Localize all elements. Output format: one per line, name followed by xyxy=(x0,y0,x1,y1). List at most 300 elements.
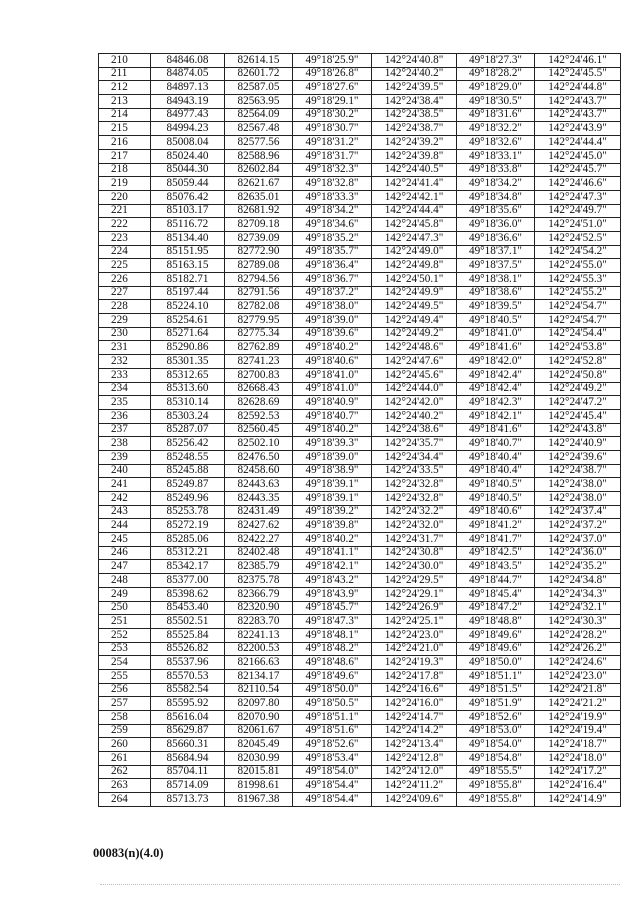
table-row xyxy=(99,396,621,410)
table-row xyxy=(99,314,621,328)
cell-longitude-1: 142°24'17.8" xyxy=(372,669,457,683)
cell-longitude-2: 142°24'50.8" xyxy=(535,368,621,382)
cell-y-coordinate: 82443.63 xyxy=(225,478,293,492)
cell-latitude-2: 49°18'48.8" xyxy=(457,615,535,629)
cell-longitude-1: 142°24'40.5" xyxy=(372,163,457,177)
cell-y-coordinate: 82668.43 xyxy=(225,382,293,396)
cell-longitude-1: 142°24'41.4" xyxy=(372,177,457,191)
table-row xyxy=(99,724,621,738)
cell-latitude-1: 49°18'32.3" xyxy=(293,163,372,177)
cell-latitude-2: 49°18'31.6" xyxy=(457,108,535,122)
cell-x-coordinate: 84897.13 xyxy=(151,81,225,95)
cell-longitude-2: 142°24'19.4" xyxy=(535,724,621,738)
cell-point-number: 214 xyxy=(99,108,151,122)
cell-longitude-1: 142°24'19.3" xyxy=(372,656,457,670)
cell-x-coordinate: 85182.71 xyxy=(151,273,225,287)
cell-x-coordinate: 85290.86 xyxy=(151,341,225,355)
cell-latitude-1: 49°18'38.9" xyxy=(293,464,372,478)
cell-latitude-2: 49°18'54.8" xyxy=(457,752,535,766)
cell-x-coordinate: 85076.42 xyxy=(151,190,225,204)
cell-longitude-2: 142°24'54.7" xyxy=(535,314,621,328)
cell-longitude-2: 142°24'55.2" xyxy=(535,286,621,300)
table-row xyxy=(99,574,621,588)
cell-point-number: 212 xyxy=(99,81,151,95)
cell-longitude-1: 142°24'14.2" xyxy=(372,724,457,738)
cell-x-coordinate: 85103.17 xyxy=(151,204,225,218)
cell-latitude-1: 49°18'36.7" xyxy=(293,273,372,287)
table-row xyxy=(99,615,621,629)
cell-longitude-1: 142°24'38.5" xyxy=(372,108,457,122)
cell-x-coordinate: 85271.64 xyxy=(151,327,225,341)
cell-y-coordinate: 82427.62 xyxy=(225,519,293,533)
cell-point-number: 223 xyxy=(99,231,151,245)
table-row xyxy=(99,190,621,204)
document-code: 00083(n)(4.0) xyxy=(93,846,164,860)
cell-latitude-2: 49°18'28.2" xyxy=(457,67,535,81)
cell-longitude-1: 142°24'16.0" xyxy=(372,697,457,711)
cell-point-number: 245 xyxy=(99,533,151,547)
cell-latitude-2: 49°18'34.8" xyxy=(457,190,535,204)
cell-x-coordinate: 85249.96 xyxy=(151,492,225,506)
cell-point-number: 249 xyxy=(99,587,151,601)
cell-y-coordinate: 82789.08 xyxy=(225,259,293,273)
cell-y-coordinate: 82366.79 xyxy=(225,587,293,601)
table-row xyxy=(99,628,621,642)
cell-longitude-1: 142°24'49.0" xyxy=(372,245,457,259)
table-row xyxy=(99,108,621,122)
cell-point-number: 224 xyxy=(99,245,151,259)
cell-longitude-2: 142°24'17.2" xyxy=(535,765,621,779)
cell-latitude-1: 49°18'31.7" xyxy=(293,149,372,163)
cell-longitude-1: 142°24'26.9" xyxy=(372,601,457,615)
cell-longitude-1: 142°24'49.2" xyxy=(372,327,457,341)
cell-longitude-1: 142°24'42.1" xyxy=(372,190,457,204)
cell-y-coordinate: 82320.90 xyxy=(225,601,293,615)
cell-x-coordinate: 85312.65 xyxy=(151,368,225,382)
cell-point-number: 250 xyxy=(99,601,151,615)
cell-y-coordinate: 82741.23 xyxy=(225,355,293,369)
cell-latitude-2: 49°18'41.0" xyxy=(457,327,535,341)
table-row xyxy=(99,341,621,355)
cell-y-coordinate: 82621.67 xyxy=(225,177,293,191)
cell-x-coordinate: 85134.40 xyxy=(151,231,225,245)
table-row xyxy=(99,437,621,451)
cell-longitude-1: 142°24'47.3" xyxy=(372,231,457,245)
cell-latitude-2: 49°18'43.5" xyxy=(457,560,535,574)
cell-point-number: 232 xyxy=(99,355,151,369)
cell-y-coordinate: 82375.78 xyxy=(225,574,293,588)
cell-longitude-2: 142°24'37.2" xyxy=(535,519,621,533)
cell-latitude-2: 49°18'42.4" xyxy=(457,382,535,396)
cell-longitude-2: 142°24'46.6" xyxy=(535,177,621,191)
cell-y-coordinate: 82422.27 xyxy=(225,533,293,547)
cell-latitude-1: 49°18'27.6" xyxy=(293,81,372,95)
cell-latitude-2: 49°18'42.1" xyxy=(457,409,535,423)
cell-latitude-2: 49°18'40.5" xyxy=(457,492,535,506)
cell-x-coordinate: 85616.04 xyxy=(151,711,225,725)
cell-y-coordinate: 82045.49 xyxy=(225,738,293,752)
cell-longitude-2: 142°24'46.1" xyxy=(535,54,621,68)
cell-latitude-1: 49°18'42.1" xyxy=(293,560,372,574)
cell-latitude-1: 49°18'51.1" xyxy=(293,711,372,725)
cell-point-number: 263 xyxy=(99,779,151,793)
cell-latitude-2: 49°18'41.2" xyxy=(457,519,535,533)
cell-longitude-1: 142°24'33.5" xyxy=(372,464,457,478)
cell-latitude-2: 49°18'49.6" xyxy=(457,642,535,656)
cell-longitude-1: 142°24'42.0" xyxy=(372,396,457,410)
cell-longitude-2: 142°24'45.5" xyxy=(535,67,621,81)
table-row xyxy=(99,793,621,807)
cell-latitude-2: 49°18'27.3" xyxy=(457,54,535,68)
table-row xyxy=(99,505,621,519)
cell-y-coordinate: 82775.34 xyxy=(225,327,293,341)
cell-point-number: 247 xyxy=(99,560,151,574)
cell-latitude-2: 49°18'55.5" xyxy=(457,765,535,779)
cell-longitude-2: 142°24'55.3" xyxy=(535,273,621,287)
cell-point-number: 215 xyxy=(99,122,151,136)
cell-point-number: 225 xyxy=(99,259,151,273)
cell-x-coordinate: 85377.00 xyxy=(151,574,225,588)
cell-point-number: 233 xyxy=(99,368,151,382)
cell-x-coordinate: 85570.53 xyxy=(151,669,225,683)
table-row xyxy=(99,765,621,779)
cell-latitude-2: 49°18'38.1" xyxy=(457,273,535,287)
cell-point-number: 229 xyxy=(99,314,151,328)
cell-latitude-2: 49°18'51.9" xyxy=(457,697,535,711)
cell-latitude-1: 49°18'34.2" xyxy=(293,204,372,218)
cell-longitude-1: 142°24'49.8" xyxy=(372,259,457,273)
cell-y-coordinate: 82061.67 xyxy=(225,724,293,738)
cell-x-coordinate: 85453.40 xyxy=(151,601,225,615)
cell-point-number: 259 xyxy=(99,724,151,738)
cell-y-coordinate: 82110.54 xyxy=(225,683,293,697)
cell-longitude-1: 142°24'38.7" xyxy=(372,122,457,136)
cell-latitude-1: 49°18'30.7" xyxy=(293,122,372,136)
cell-y-coordinate: 82700.83 xyxy=(225,368,293,382)
cell-point-number: 253 xyxy=(99,642,151,656)
cell-longitude-2: 142°24'45.7" xyxy=(535,163,621,177)
cell-longitude-1: 142°24'38.4" xyxy=(372,95,457,109)
cell-longitude-1: 142°24'40.2" xyxy=(372,409,457,423)
table-row xyxy=(99,286,621,300)
cell-x-coordinate: 85197.44 xyxy=(151,286,225,300)
table-row xyxy=(99,245,621,259)
cell-point-number: 220 xyxy=(99,190,151,204)
cell-longitude-1: 142°24'44.4" xyxy=(372,204,457,218)
cell-x-coordinate: 84994.23 xyxy=(151,122,225,136)
cell-latitude-2: 49°18'41.6" xyxy=(457,423,535,437)
cell-longitude-2: 142°24'38.7" xyxy=(535,464,621,478)
cell-point-number: 210 xyxy=(99,54,151,68)
table-row xyxy=(99,642,621,656)
cell-longitude-2: 142°24'26.2" xyxy=(535,642,621,656)
cell-longitude-2: 142°24'30.3" xyxy=(535,615,621,629)
table-row xyxy=(99,669,621,683)
cell-longitude-1: 142°24'32.2" xyxy=(372,505,457,519)
cell-longitude-1: 142°24'32.0" xyxy=(372,519,457,533)
cell-latitude-1: 49°18'50.0" xyxy=(293,683,372,697)
cell-x-coordinate: 85245.88 xyxy=(151,464,225,478)
cell-point-number: 257 xyxy=(99,697,151,711)
table-row xyxy=(99,81,621,95)
cell-point-number: 258 xyxy=(99,711,151,725)
cell-x-coordinate: 85301.35 xyxy=(151,355,225,369)
cell-latitude-1: 49°18'39.3" xyxy=(293,437,372,451)
cell-longitude-1: 142°24'11.2" xyxy=(372,779,457,793)
cell-longitude-2: 142°24'24.6" xyxy=(535,656,621,670)
cell-x-coordinate: 85595.92 xyxy=(151,697,225,711)
cell-latitude-2: 49°18'51.1" xyxy=(457,669,535,683)
cell-latitude-1: 49°18'39.0" xyxy=(293,314,372,328)
cell-latitude-2: 49°18'32.6" xyxy=(457,136,535,150)
cell-y-coordinate: 81967.38 xyxy=(225,793,293,807)
cell-longitude-1: 142°24'30.0" xyxy=(372,560,457,574)
cell-latitude-1: 49°18'48.2" xyxy=(293,642,372,656)
cell-latitude-2: 49°18'51.5" xyxy=(457,683,535,697)
cell-longitude-1: 142°24'49.9" xyxy=(372,286,457,300)
cell-latitude-1: 49°18'33.3" xyxy=(293,190,372,204)
cell-latitude-2: 49°18'34.2" xyxy=(457,177,535,191)
cell-point-number: 242 xyxy=(99,492,151,506)
cell-longitude-2: 142°24'54.2" xyxy=(535,245,621,259)
cell-y-coordinate: 82567.48 xyxy=(225,122,293,136)
cell-longitude-1: 142°24'47.6" xyxy=(372,355,457,369)
table-row xyxy=(99,355,621,369)
cell-latitude-1: 49°18'41.0" xyxy=(293,382,372,396)
cell-latitude-2: 49°18'33.8" xyxy=(457,163,535,177)
cell-longitude-1: 142°24'45.8" xyxy=(372,218,457,232)
cell-point-number: 262 xyxy=(99,765,151,779)
table-row xyxy=(99,450,621,464)
cell-longitude-2: 142°24'54.4" xyxy=(535,327,621,341)
cell-longitude-2: 142°24'38.0" xyxy=(535,492,621,506)
cell-latitude-1: 49°18'48.6" xyxy=(293,656,372,670)
table-row xyxy=(99,752,621,766)
cell-latitude-2: 49°18'35.6" xyxy=(457,204,535,218)
cell-latitude-1: 49°18'37.2" xyxy=(293,286,372,300)
cell-x-coordinate: 85116.72 xyxy=(151,218,225,232)
cell-x-coordinate: 85303.24 xyxy=(151,409,225,423)
cell-x-coordinate: 85254.61 xyxy=(151,314,225,328)
cell-x-coordinate: 85713.73 xyxy=(151,793,225,807)
cell-x-coordinate: 85398.62 xyxy=(151,587,225,601)
cell-longitude-2: 142°24'21.2" xyxy=(535,697,621,711)
cell-latitude-2: 49°18'32.2" xyxy=(457,122,535,136)
table-row xyxy=(99,656,621,670)
table-row xyxy=(99,492,621,506)
cell-y-coordinate: 82577.56 xyxy=(225,136,293,150)
cell-latitude-2: 49°18'54.0" xyxy=(457,738,535,752)
cell-x-coordinate: 85312.21 xyxy=(151,546,225,560)
cell-longitude-2: 142°24'34.3" xyxy=(535,587,621,601)
cell-longitude-1: 142°24'30.8" xyxy=(372,546,457,560)
cell-longitude-2: 142°24'38.0" xyxy=(535,478,621,492)
cell-point-number: 219 xyxy=(99,177,151,191)
table-row xyxy=(99,546,621,560)
cell-latitude-2: 49°18'40.5" xyxy=(457,314,535,328)
cell-longitude-1: 142°24'25.1" xyxy=(372,615,457,629)
cell-point-number: 236 xyxy=(99,409,151,423)
cell-point-number: 226 xyxy=(99,273,151,287)
cell-x-coordinate: 85525.84 xyxy=(151,628,225,642)
cell-latitude-1: 49°18'54.4" xyxy=(293,779,372,793)
cell-latitude-1: 49°18'39.1" xyxy=(293,478,372,492)
cell-x-coordinate: 85248.55 xyxy=(151,450,225,464)
cell-longitude-2: 142°24'23.0" xyxy=(535,669,621,683)
cell-latitude-1: 49°18'39.0" xyxy=(293,450,372,464)
table-row xyxy=(99,601,621,615)
cell-y-coordinate: 82097.80 xyxy=(225,697,293,711)
cell-longitude-1: 142°24'09.6" xyxy=(372,793,457,807)
table-row xyxy=(99,711,621,725)
cell-latitude-2: 49°18'29.0" xyxy=(457,81,535,95)
cell-point-number: 239 xyxy=(99,450,151,464)
cell-longitude-2: 142°24'19.9" xyxy=(535,711,621,725)
cell-longitude-1: 142°24'35.7" xyxy=(372,437,457,451)
cell-x-coordinate: 85629.87 xyxy=(151,724,225,738)
cell-point-number: 256 xyxy=(99,683,151,697)
cell-point-number: 255 xyxy=(99,669,151,683)
cell-x-coordinate: 85310.14 xyxy=(151,396,225,410)
cell-latitude-2: 49°18'37.5" xyxy=(457,259,535,273)
cell-longitude-2: 142°24'16.4" xyxy=(535,779,621,793)
cell-latitude-1: 49°18'40.2" xyxy=(293,423,372,437)
cell-y-coordinate: 82030.99 xyxy=(225,752,293,766)
cell-longitude-2: 142°24'37.0" xyxy=(535,533,621,547)
cell-latitude-2: 49°18'33.1" xyxy=(457,149,535,163)
cell-latitude-1: 49°18'29.1" xyxy=(293,95,372,109)
cell-longitude-2: 142°24'18.7" xyxy=(535,738,621,752)
cell-longitude-2: 142°24'32.1" xyxy=(535,601,621,615)
cell-x-coordinate: 85151.95 xyxy=(151,245,225,259)
cell-latitude-1: 49°18'34.6" xyxy=(293,218,372,232)
table-row xyxy=(99,136,621,150)
cell-longitude-1: 142°24'23.0" xyxy=(372,628,457,642)
cell-x-coordinate: 85059.44 xyxy=(151,177,225,191)
cell-y-coordinate: 82560.45 xyxy=(225,423,293,437)
cell-point-number: 261 xyxy=(99,752,151,766)
cell-y-coordinate: 82614.15 xyxy=(225,54,293,68)
cell-point-number: 235 xyxy=(99,396,151,410)
cell-longitude-2: 142°24'44.8" xyxy=(535,81,621,95)
table-row xyxy=(99,464,621,478)
table-row xyxy=(99,300,621,314)
cell-point-number: 246 xyxy=(99,546,151,560)
cell-longitude-2: 142°24'14.9" xyxy=(535,793,621,807)
table-row xyxy=(99,218,621,232)
cell-y-coordinate: 82431.49 xyxy=(225,505,293,519)
cell-latitude-2: 49°18'40.5" xyxy=(457,478,535,492)
cell-longitude-2: 142°24'49.7" xyxy=(535,204,621,218)
cell-longitude-1: 142°24'14.7" xyxy=(372,711,457,725)
cell-longitude-1: 142°24'49.4" xyxy=(372,314,457,328)
cell-x-coordinate: 85660.31 xyxy=(151,738,225,752)
cell-longitude-1: 142°24'13.4" xyxy=(372,738,457,752)
cell-latitude-1: 49°18'41.0" xyxy=(293,368,372,382)
cell-x-coordinate: 85582.54 xyxy=(151,683,225,697)
cell-longitude-2: 142°24'35.2" xyxy=(535,560,621,574)
cell-longitude-1: 142°24'32.8" xyxy=(372,478,457,492)
cell-y-coordinate: 82779.95 xyxy=(225,314,293,328)
cell-longitude-2: 142°24'43.7" xyxy=(535,95,621,109)
cell-latitude-2: 49°18'39.5" xyxy=(457,300,535,314)
cell-longitude-2: 142°24'47.3" xyxy=(535,190,621,204)
cell-latitude-2: 49°18'52.6" xyxy=(457,711,535,725)
cell-y-coordinate: 82200.53 xyxy=(225,642,293,656)
cell-point-number: 231 xyxy=(99,341,151,355)
cell-y-coordinate: 82241.13 xyxy=(225,628,293,642)
table-row xyxy=(99,779,621,793)
table-row xyxy=(99,163,621,177)
cell-latitude-1: 49°18'40.6" xyxy=(293,355,372,369)
cell-latitude-1: 49°18'35.7" xyxy=(293,245,372,259)
cell-longitude-2: 142°24'43.7" xyxy=(535,108,621,122)
cell-y-coordinate: 82782.08 xyxy=(225,300,293,314)
cell-longitude-2: 142°24'55.0" xyxy=(535,259,621,273)
table-row xyxy=(99,683,621,697)
cell-point-number: 228 xyxy=(99,300,151,314)
cell-latitude-2: 49°18'49.6" xyxy=(457,628,535,642)
cell-longitude-1: 142°24'45.6" xyxy=(372,368,457,382)
cell-point-number: 227 xyxy=(99,286,151,300)
cell-y-coordinate: 82134.17 xyxy=(225,669,293,683)
cell-longitude-2: 142°24'43.9" xyxy=(535,122,621,136)
table-row xyxy=(99,478,621,492)
cell-y-coordinate: 82564.09 xyxy=(225,108,293,122)
cell-latitude-1: 49°18'39.2" xyxy=(293,505,372,519)
cell-latitude-1: 49°18'26.8" xyxy=(293,67,372,81)
cell-x-coordinate: 85502.51 xyxy=(151,615,225,629)
cell-latitude-1: 49°18'40.7" xyxy=(293,409,372,423)
scan-artifact-line xyxy=(100,884,620,885)
cell-latitude-1: 49°18'43.2" xyxy=(293,574,372,588)
cell-longitude-1: 142°24'39.5" xyxy=(372,81,457,95)
cell-longitude-1: 142°24'44.0" xyxy=(372,382,457,396)
cell-point-number: 241 xyxy=(99,478,151,492)
cell-y-coordinate: 82402.48 xyxy=(225,546,293,560)
table-row xyxy=(99,149,621,163)
table-row xyxy=(99,519,621,533)
cell-y-coordinate: 82601.72 xyxy=(225,67,293,81)
cell-x-coordinate: 85526.82 xyxy=(151,642,225,656)
cell-x-coordinate: 85024.40 xyxy=(151,149,225,163)
cell-latitude-2: 49°18'40.6" xyxy=(457,505,535,519)
cell-y-coordinate: 82587.05 xyxy=(225,81,293,95)
cell-y-coordinate: 82563.95 xyxy=(225,95,293,109)
cell-latitude-1: 49°18'49.6" xyxy=(293,669,372,683)
cell-latitude-1: 49°18'53.4" xyxy=(293,752,372,766)
cell-point-number: 251 xyxy=(99,615,151,629)
cell-longitude-2: 142°24'53.8" xyxy=(535,341,621,355)
cell-y-coordinate: 82791.56 xyxy=(225,286,293,300)
cell-latitude-2: 49°18'53.0" xyxy=(457,724,535,738)
cell-longitude-2: 142°24'21.8" xyxy=(535,683,621,697)
cell-longitude-2: 142°24'43.8" xyxy=(535,423,621,437)
cell-y-coordinate: 82602.84 xyxy=(225,163,293,177)
cell-longitude-2: 142°24'36.0" xyxy=(535,546,621,560)
cell-y-coordinate: 82070.90 xyxy=(225,711,293,725)
cell-latitude-2: 49°18'42.4" xyxy=(457,368,535,382)
cell-longitude-2: 142°24'47.2" xyxy=(535,396,621,410)
table-row xyxy=(99,587,621,601)
cell-y-coordinate: 82762.89 xyxy=(225,341,293,355)
cell-latitude-2: 49°18'40.4" xyxy=(457,464,535,478)
cell-longitude-2: 142°24'49.2" xyxy=(535,382,621,396)
cell-x-coordinate: 85537.96 xyxy=(151,656,225,670)
cell-longitude-1: 142°24'32.8" xyxy=(372,492,457,506)
cell-longitude-1: 142°24'38.6" xyxy=(372,423,457,437)
cell-latitude-2: 49°18'42.3" xyxy=(457,396,535,410)
